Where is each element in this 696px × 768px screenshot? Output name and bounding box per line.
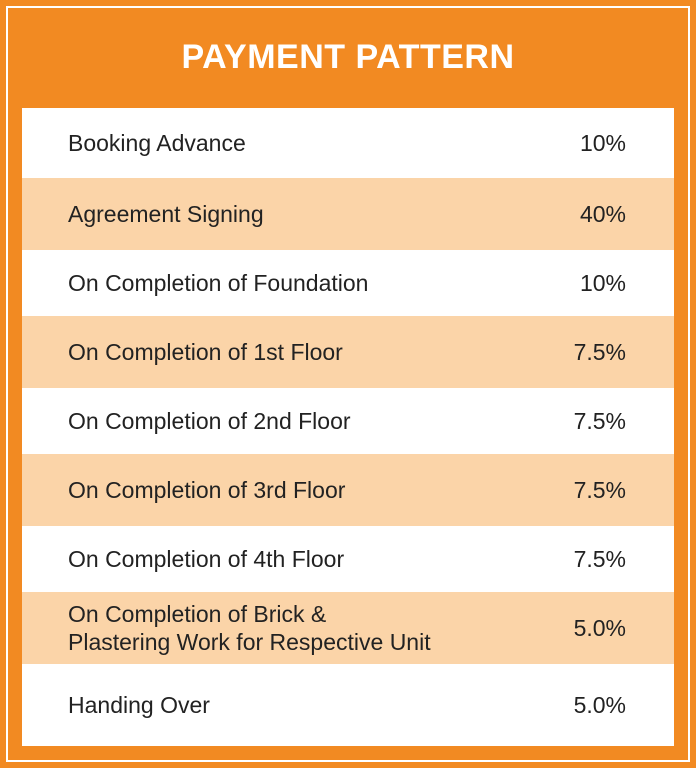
page-title: PAYMENT PATTERN	[181, 37, 515, 76]
table-row-2nd-floor	[22, 388, 674, 454]
payment-table	[22, 108, 674, 746]
row-value: 40%	[579, 200, 626, 227]
row-value: 5.0%	[573, 691, 626, 718]
row-label: On Completion of 1st Floor	[68, 339, 343, 365]
row-label: Booking Advance	[68, 130, 246, 156]
row-value: 5.0%	[573, 614, 626, 641]
row-value: 10%	[579, 269, 626, 296]
row-label: On Completion of Foundation	[68, 270, 369, 296]
table-row-4th-floor	[22, 526, 674, 592]
row-value: 7.5%	[573, 545, 626, 572]
row-value: 10%	[579, 129, 626, 156]
card-inner-border	[6, 6, 690, 762]
row-label: On Completion of 3rd Floor	[68, 477, 346, 503]
table-row-foundation	[22, 250, 674, 316]
table-row-brick-plastering	[22, 592, 674, 664]
table-row-3rd-floor	[22, 454, 674, 526]
row-label	[68, 600, 431, 656]
row-value: 7.5%	[573, 338, 626, 365]
table-row-1st-floor	[22, 316, 674, 388]
row-label-line1: On Completion of Brick &	[68, 601, 327, 627]
row-value: 7.5%	[573, 407, 626, 434]
table-row-agreement-signing	[22, 178, 674, 250]
row-label: On Completion of 2nd Floor	[68, 408, 351, 434]
row-label: Handing Over	[68, 692, 210, 718]
table-row-booking-advance	[22, 108, 674, 178]
row-label-line2: Plastering Work for Respective Unit	[68, 629, 431, 655]
row-label: Agreement Signing	[68, 201, 264, 227]
row-label: On Completion of 4th Floor	[68, 546, 345, 572]
row-value: 7.5%	[573, 476, 626, 503]
table-row-handing-over	[22, 664, 674, 746]
